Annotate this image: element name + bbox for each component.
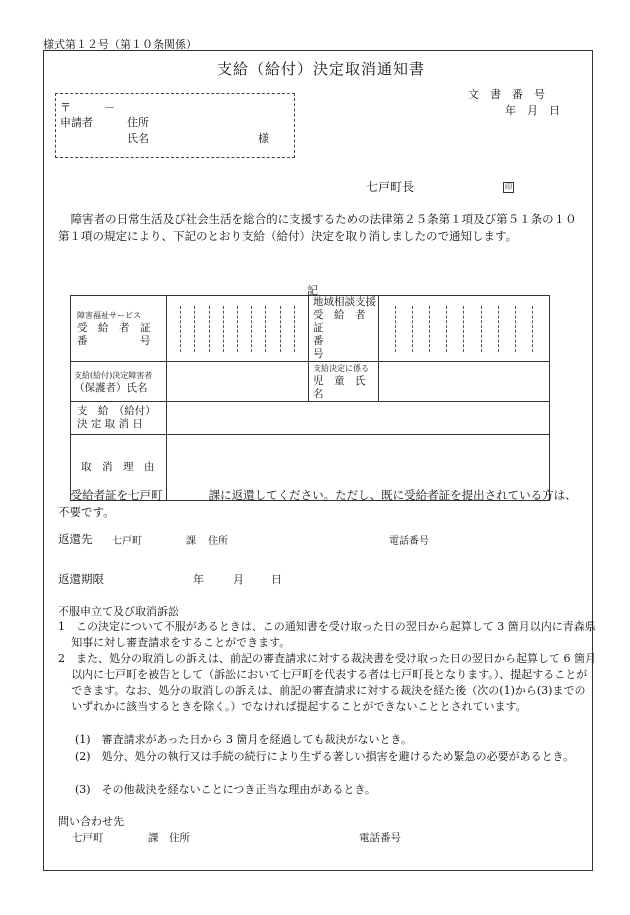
return-notice: 受給者証を七戸町 課に返還してください。ただし、既に受給者証を提出されている方は、不要です。	[58, 488, 577, 519]
return-to-town: 七戸町	[112, 536, 142, 547]
document-number-label: 文 書 番 号	[468, 88, 545, 101]
address-label: 住所	[127, 116, 149, 129]
information-table	[70, 295, 550, 501]
return-to-label: 返還先	[58, 532, 93, 546]
issuer-name: 七戸町長	[366, 180, 415, 194]
form-number: 様式第１２号（第１０条関係）	[43, 38, 197, 51]
return-to-phone: 電話番号	[389, 536, 429, 547]
inquiry-address: 住所	[169, 832, 190, 844]
document-title: 支給（給付）決定取消通知書	[217, 60, 426, 78]
guardian-name-field[interactable]	[167, 362, 309, 402]
honorific-label: 様	[258, 132, 269, 145]
cancel-reason-header: 取 消 理 由	[71, 435, 167, 501]
appeal-heading: 不服申立て及び取消訴訟	[58, 605, 179, 618]
child-name-field[interactable]	[379, 362, 550, 402]
cancel-date-field[interactable]	[167, 402, 550, 435]
inquiry-phone: 電話番号	[359, 832, 401, 844]
cancel-date-header: 支 給 （給付） 決 定 取 消 日	[71, 402, 167, 435]
ki-label: 記	[307, 284, 318, 297]
return-deadline-label: 返還期限	[58, 572, 104, 586]
recipient-cert-header: 障害福祉サービス 受 給 者 証 番 号	[71, 296, 167, 362]
appeal-item-1: 1 この決定について不服があるときは、この通知書を受け取った日の翌日から起算して 3 箇月以内に青森県知事に対し審査請求をすることができます。	[58, 620, 596, 649]
appeal-sub-1: (1) 審査請求があった日から 3 箇月を経過しても裁決がないとき。	[75, 733, 413, 746]
consult-cert-header: 地域相談支援 受 給 者 証 番 号	[309, 296, 379, 362]
appeal-sub-3: (3) その他裁決を経ないことにつき正当な理由があるとき。	[75, 783, 376, 796]
return-to-section: 課	[186, 536, 196, 547]
inquiry-section: 課	[148, 832, 159, 844]
inquiry-town: 七戸町	[72, 832, 104, 844]
postal-code-label: 〒 －	[60, 101, 115, 114]
document-date-label: 年 月 日	[505, 104, 560, 117]
recipient-cert-number-field[interactable]	[167, 296, 309, 362]
return-to-address: 住所	[208, 536, 228, 547]
deadline-month: 月	[233, 573, 244, 586]
applicant-label: 申請者	[60, 116, 93, 129]
inquiry-heading: 問い合わせ先	[58, 815, 124, 828]
appeal-item-2: 2 また、処分の取消しの訴えは、前記の審査請求に対する裁決書を受け取った日の翌日から起算して 6 箇月以内に七戸町を被告として（訴訟において七戸町を代表する者は七戸町長となります。）、提起することができます。なお、処分の取消しの訴えは、前記の審査請求に対する裁決を経た後（次の(1)から(3)までのいずれかに該当するときを除く。）でなければ提起することができないこととされています。	[58, 652, 596, 713]
consult-cert-number-field[interactable]	[379, 296, 550, 362]
name-label: 氏名	[127, 132, 149, 145]
official-seal: 印	[505, 183, 512, 191]
appeal-sub-2: (2) 処分、処分の執行又は手続の続行により生ずる著しい損害を避けるため緊急の必要があるとき。	[75, 750, 575, 763]
deadline-year: 年	[193, 573, 204, 586]
child-name-header: 支給決定に係る 児 童 氏 名	[309, 362, 379, 402]
intro-paragraph: 障害者の日常生活及び社会生活を総合的に支援するための法律第２５条第１項及び第５１条の１０第１項の規定により、下記のとおり支給（給付）決定を取り消しましたので通知します。	[58, 212, 577, 243]
guardian-name-header: 支給(給付)決定障害者 （保護者）氏名	[71, 362, 167, 402]
deadline-day: 日	[271, 573, 282, 586]
